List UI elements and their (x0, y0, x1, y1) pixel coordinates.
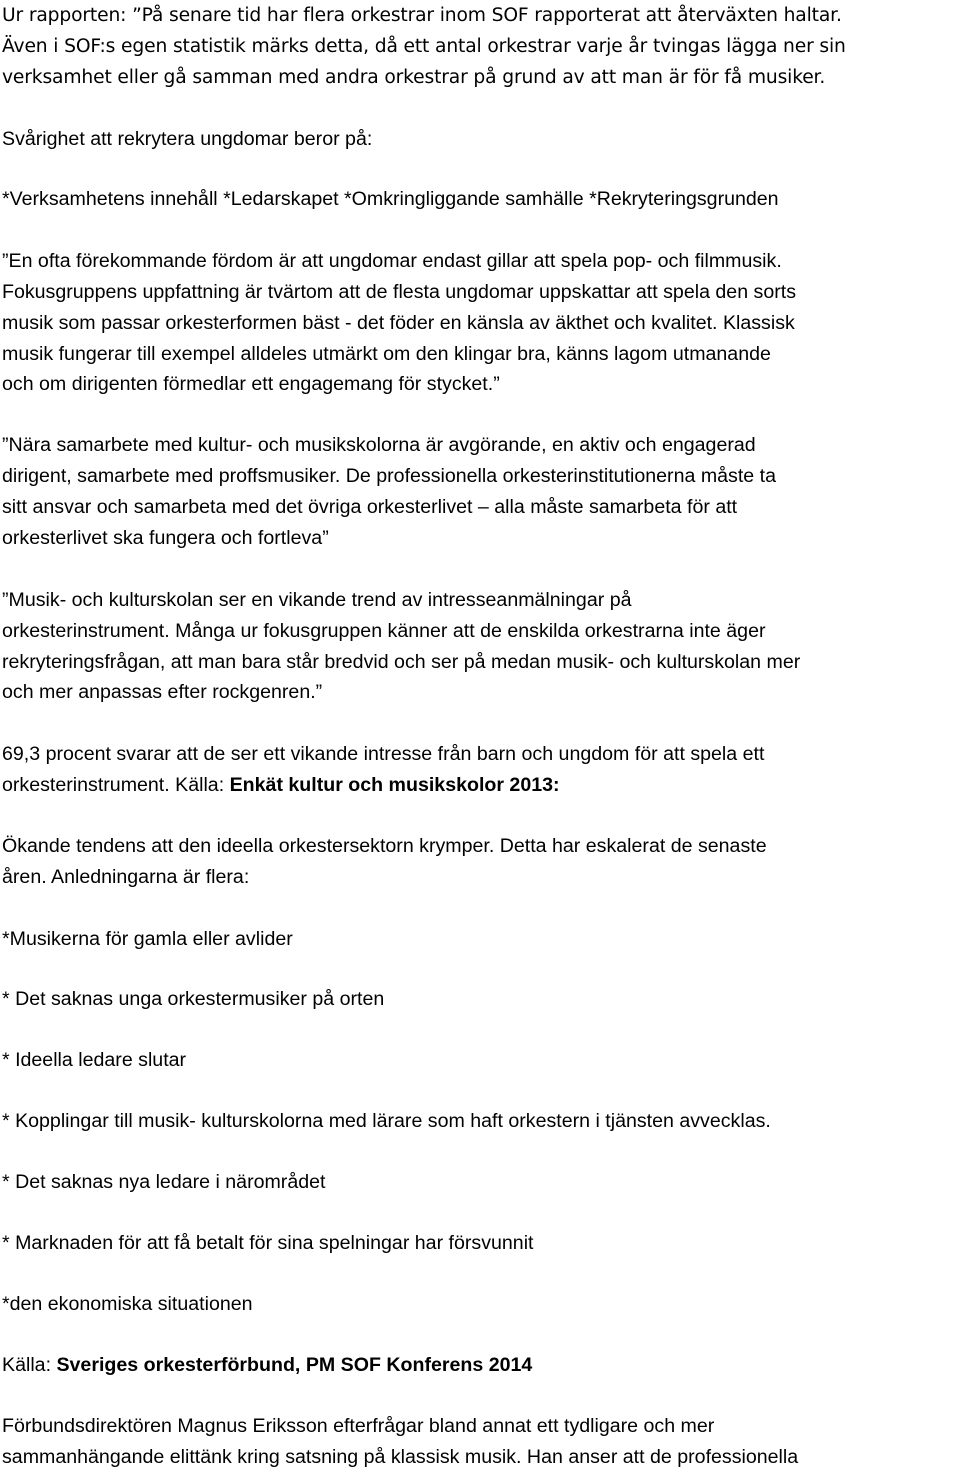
quote1-line-5: och om dirigenten förmedlar ett engagemang för stycket.” (2, 373, 500, 395)
source2-line (2, 1352, 532, 1378)
quote3-line-4: och mer anpassas efter rockgenren.” (2, 681, 323, 703)
quote1-line-2: Fokusgruppens uppfattning är tvärtom att de flesta ungdomar uppskattar att spela den sorts (2, 281, 797, 303)
stat-source: Enkät kultur och musikskolor 2013: (229, 774, 560, 796)
stat-line-2 (2, 772, 560, 798)
quote3-line-1: ”Musik- och kulturskolan ser en vikande trend av intresseanmälningar på (2, 589, 632, 611)
stat-prefix: orkesterinstrument. Källa: (2, 774, 230, 796)
quote1-line-1: ”En ofta förekommande fördom är att ungdomar endast gillar att spela pop- och filmmusik. (2, 250, 782, 272)
reason-item: * Kopplingar till musik- kulturskolorna med lärare som haft orkestern i tjänsten avvecklas. (2, 1110, 771, 1132)
quote1-line-3: musik som passar orkesterformen bäst - det föder en känsla av äkthet och kvalitet. Klassisk (2, 312, 795, 334)
quote2-line-1: ”Nära samarbete med kultur- och musikskolorna är avgörande, en aktiv och engagerad (2, 434, 756, 456)
quote2-line-2: dirigent, samarbete med proffsmusiker. De professionella orkesterinstitutionerna måste ta (2, 465, 776, 487)
stat-line-1: 69,3 procent svarar att de ser ett vikande intresse från barn och ungdom för att spela ett (2, 743, 765, 765)
trend-line-2: åren. Anledningarna är flera: (2, 866, 250, 888)
recruit-factors: *Verksamhetens innehåll *Ledarskapet *Omkringliggande samhälle *Rekryteringsgrunden (2, 188, 779, 210)
source2-prefix: Källa: (2, 1354, 57, 1376)
reason-item: *den ekonomiska situationen (2, 1293, 253, 1315)
quote1-line-4: musik fungerar till exempel alldeles utmärkt om den klingar bra, känns lagom utmanande (2, 343, 771, 365)
source2-name: Sveriges orkesterförbund, PM SOF Konferens 2014 (56, 1354, 533, 1376)
reason-item: * Ideella ledare slutar (2, 1049, 187, 1071)
quote2-line-3: sitt ansvar och samarbeta med det övriga orkesterlivet – alla måste samarbeta för att (2, 496, 738, 518)
trend-line-1: Ökande tendens att den ideella orkestersektorn krymper. Detta har eskalerat de senaste (2, 835, 767, 857)
intro-line-2: Även i SOF:s egen statistik märks detta, då ett antal orkestrar varje år tvingas lägga ner sin (2, 36, 846, 57)
reason-item: * Marknaden för att få betalt för sina spelningar har försvunnit (2, 1232, 534, 1254)
reason-item: * Det saknas nya ledare i närområdet (2, 1171, 326, 1193)
quote3-line-2: orkesterinstrument. Många ur fokusgruppen känner att de enskilda orkestrarna inte äger (2, 620, 766, 642)
closing-line-2: sammanhängande elittänk kring satsning på klassisk musik. Han anser att de professionella (2, 1446, 799, 1468)
quote3-line-3: rekryteringsfrågan, att man bara står bredvid och ser på medan musik- och kulturskolan mer (2, 651, 801, 673)
closing-line-1: Förbundsdirektören Magnus Eriksson efterfrågar bland annat ett tydligare och mer (2, 1415, 715, 1437)
intro-line-3: verksamhet eller gå samman med andra orkestrar på grund av att man är för få musiker. (2, 67, 826, 88)
recruit-heading: Svårighet att rekrytera ungdomar beror på: (2, 128, 373, 150)
reason-item: *Musikerna för gamla eller avlider (2, 928, 293, 950)
intro-line-1: Ur rapporten: ”På senare tid har flera orkestrar inom SOF rapporterat att återväxten haltar. (2, 5, 842, 26)
reason-item: * Det saknas unga orkestermusiker på orten (2, 988, 385, 1010)
quote2-line-4: orkesterlivet ska fungera och fortleva” (2, 527, 329, 549)
